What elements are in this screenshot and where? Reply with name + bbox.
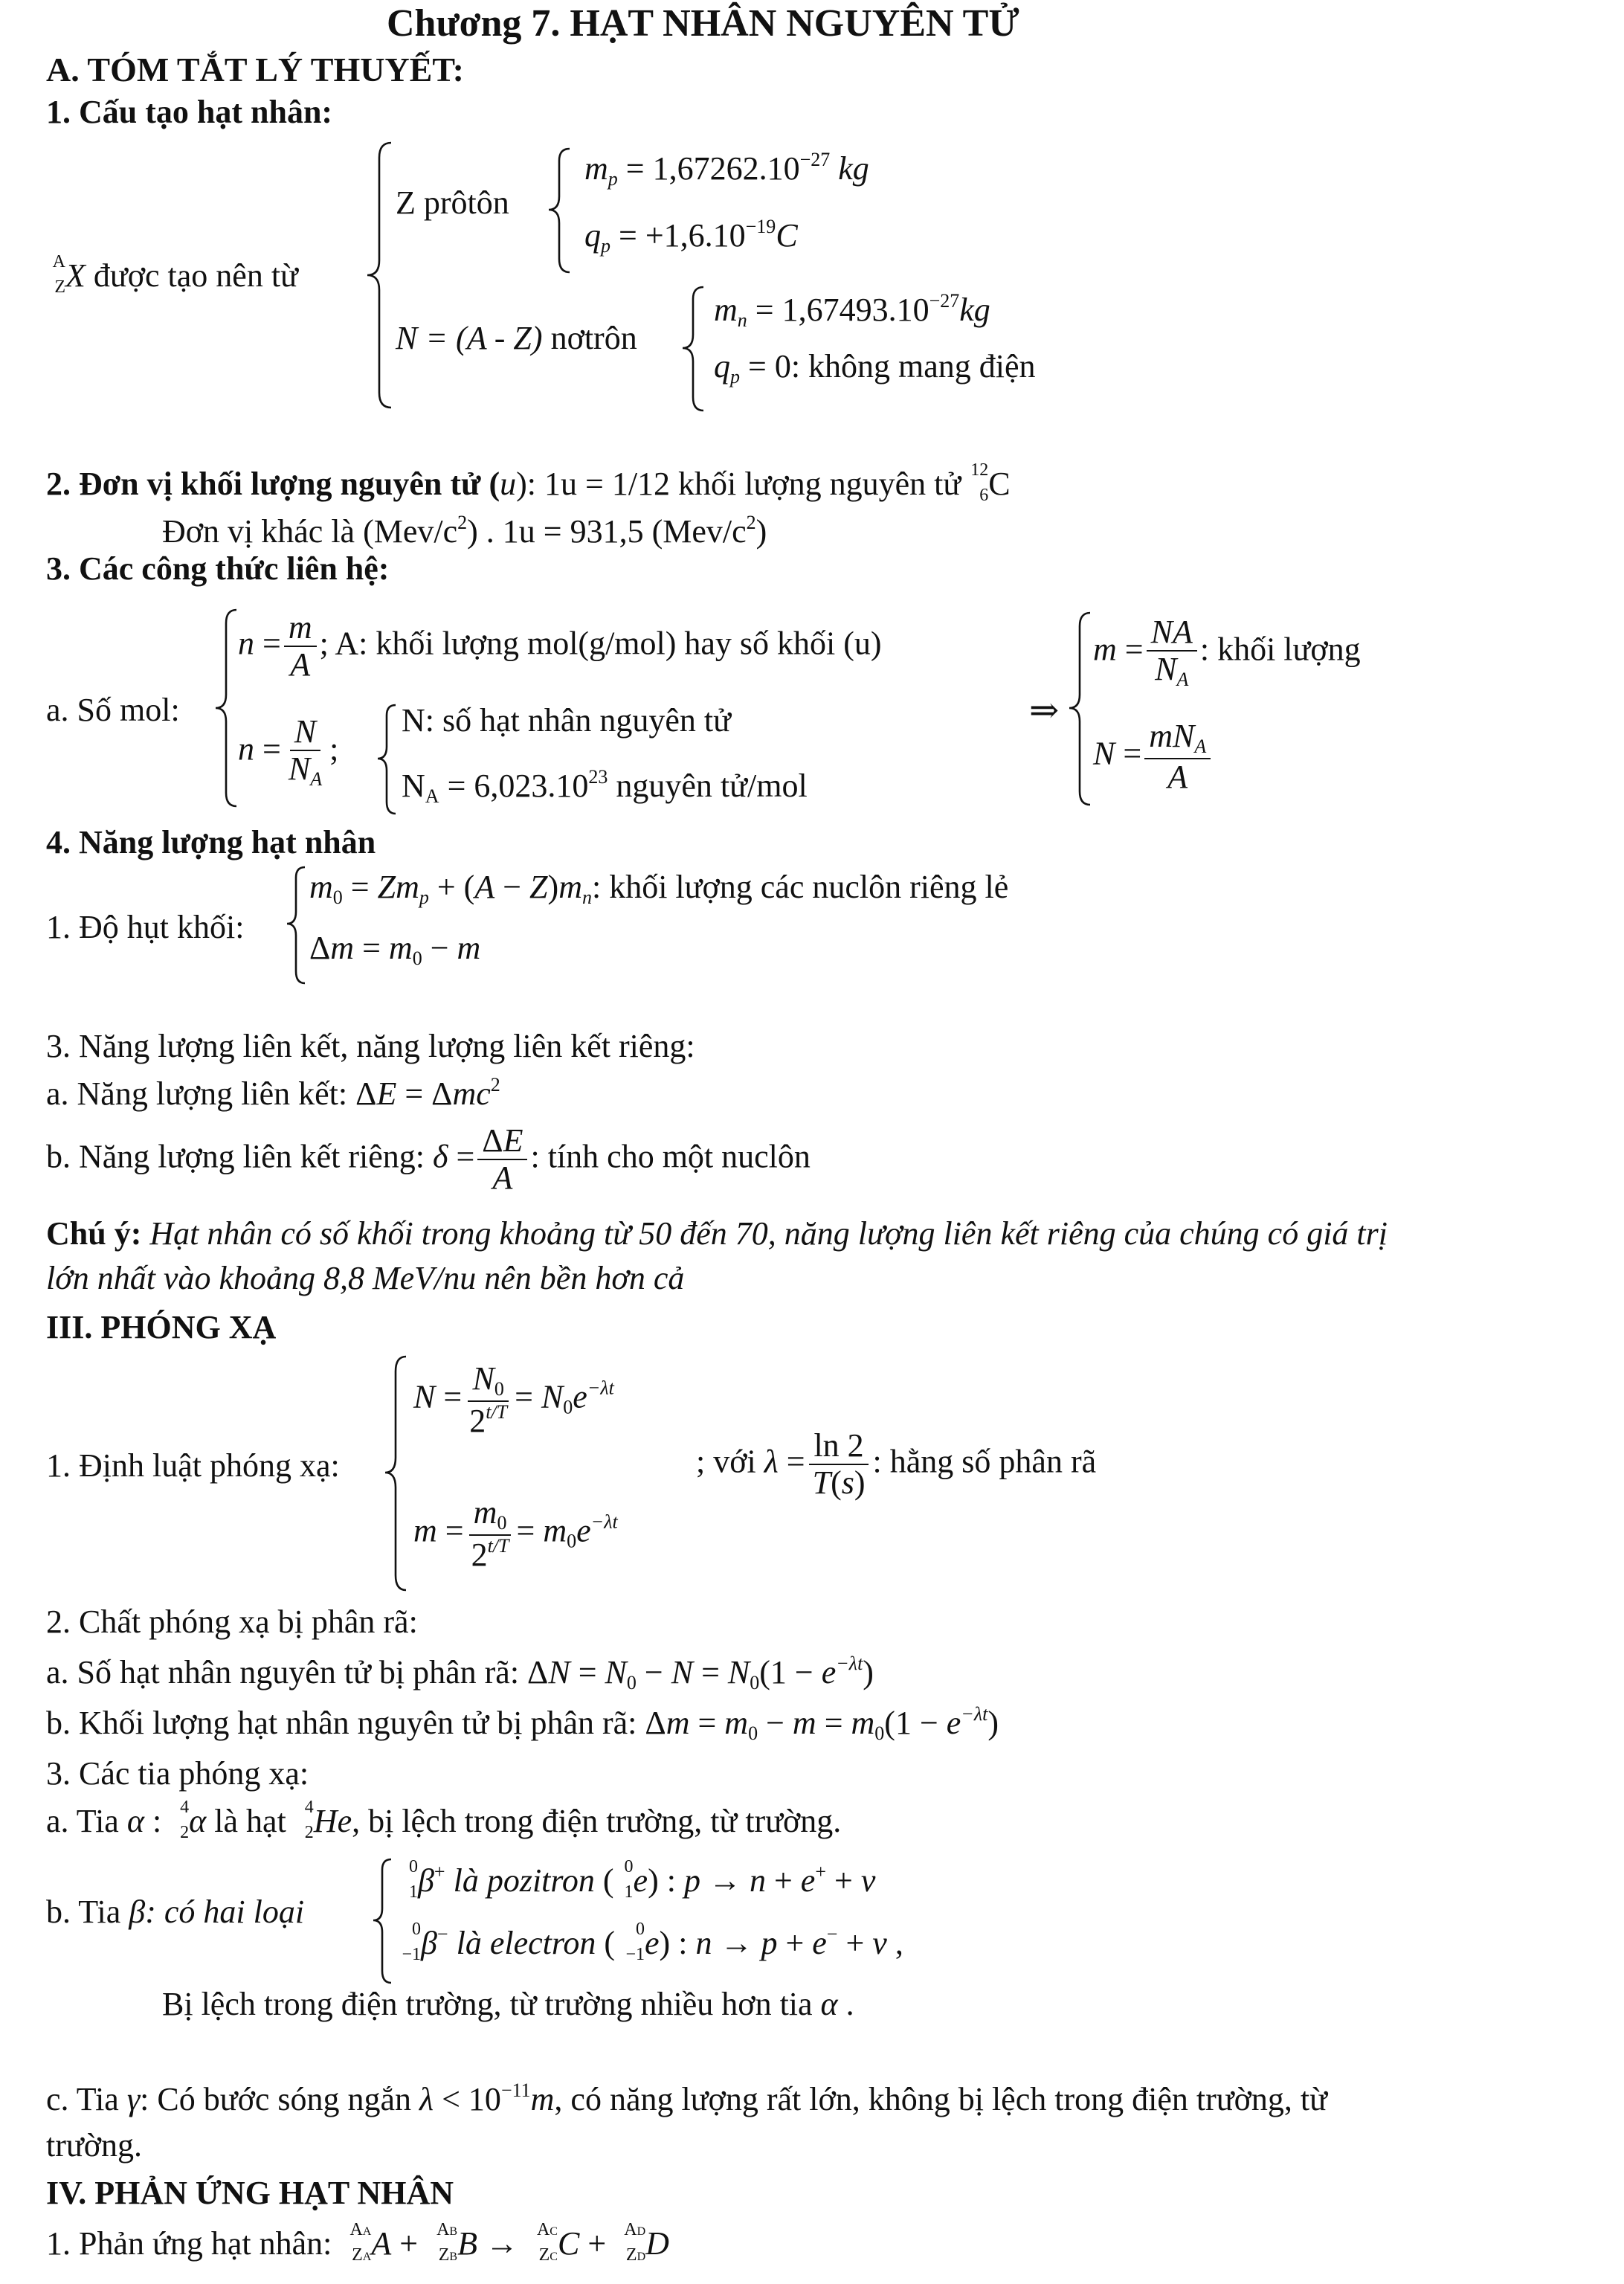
binding-energy: a. Năng lượng liên kết: ΔE = Δmc$^2$ [46,1074,500,1112]
amu-line2-a: Đơn vị khác là (Mev/c [162,513,458,550]
amu-heading-bold: 2. Đơn vị khối lượng nguyên tử ( [46,466,500,502]
decay-law-n: N = $\frac{N_0}{2^{t/T}}$ = $N_0e^{-\lambda t}$ [413,1360,614,1439]
rays-heading: 3. Các tia phóng xạ: [46,1755,309,1792]
implies-arrow: ⇒ [1029,691,1060,730]
c12-symbol: C [988,466,1011,502]
specific-binding-energy: b. Năng lượng liên kết riêng: δ = $\frac{\Delta E}{A}$ : tính cho một nuclôn [46,1122,811,1197]
result-brace [1068,611,1093,806]
nucleon-mass-sum: $m_0 = Zm_p + (A - Z)m_n$: khối lượng các nuclôn riêng lẻ [309,869,1009,908]
c12-atomic-number: 6 [979,486,989,506]
avogadro-value: = 6,023.10 [447,768,589,804]
structure-heading: 1. Cấu tạo hạt nhân: [46,94,333,130]
n-from-mass: N = $\frac{mN_A}{A}$ [1093,718,1214,795]
reaction-heading: IV. PHẢN ỨNG HẠT NHÂN [46,2175,454,2211]
energy-heading: 4. Năng lượng hạt nhân [46,824,376,860]
mol-brace [214,608,239,808]
beta-plus-text: là pozitron [453,1862,595,1899]
neutron-mass: $m_n = 1,67493.10^{-27}kg$ [714,290,990,331]
mass-from-n: m = $\frac{NA}{N_A}$ : khối lượng [1093,614,1361,691]
avogadro-brace [376,704,399,815]
proton-charge: $q_p = +1,6.10^{-19}C$ [584,216,798,257]
decayed-nuclei-label: a. Số hạt nhân nguyên tử bị phân rã: [46,1654,520,1691]
note-line-1 [46,1215,1388,1253]
amu-u-symbol: u [500,466,517,502]
amu-other-unit: Đơn vị khác là $(Mev/c^2)$ . 1u = 931,5 $(Mev/c^2)$ [162,512,767,550]
decay-constant-note: : hằng số phân rã [872,1443,1097,1480]
decay-law-label: 1. Định luật phóng xạ: [46,1447,340,1484]
proton-mass-unit: kg [838,150,869,187]
reaction-equation: 1. Phản ứng hạt nhân: AA ZA A + AB ZB B → AC ZC C + AD ZD D [46,2220,669,2265]
decayed-heading: 2. Chất phóng xạ bị phân rã: [46,1603,418,1640]
note-text-1: Hạt nhân có số khối trong khoảng từ 50 đến 70, năng lượng liên kết riêng của chúng có giá trị [141,1215,1388,1252]
beta-deflection-text: Bị lệch trong điện trường, từ trường nhiều hơn tia [162,1986,813,2022]
alpha-mid: là hạt [214,1803,286,1839]
gamma-wavelength-text: : Có bước sóng ngắn [140,2081,412,2117]
amu-line2-c: ) [755,513,767,550]
neutron-mass-value: = 1,67493.10 [755,292,929,328]
decay-law-brace [384,1355,409,1592]
structure-outer-brace [364,141,394,409]
amu-line2-b: ) . 1u = 931,5 (Mev/c [467,513,747,550]
alpha-end: , bị lệch trong điện trường, từ trường. [352,1803,842,1839]
binding-energy-label: a. Năng lượng liên kết: [46,1075,348,1112]
mol-row-1: n = $\frac{m}{A}$ ; A: khối lượng mol(g/mol) hay số khối (u) [238,609,882,683]
reaction-label: 1. Phản ứng hạt nhân: [46,2225,332,2262]
beta-minus: 0 −1 β− là electron ( 0 −1 e) : n → p + e− + ν , [402,1920,903,1965]
proton-label: Z prôtôn [396,184,509,221]
beta-plus: 0 1 β+ là pozitron ( 0 1 e) : p → n + e+ + ν [409,1857,876,1902]
neutron-charge-value: = 0 [748,348,791,385]
gamma-ray-line-2: trường. [46,2127,142,2164]
nucleon-mass-note: : khối lượng các nuclôn riêng lẻ [591,869,1009,905]
note-line-2: lớn nhất vào khoảng 8,8 MeV/nu nên bền hơn cả [46,1260,685,1296]
proton-charge-value: = +1,6.10 [619,217,746,254]
mol-row-1-text: ; A: khối lượng mol(g/mol) hay số khối (u) [319,625,882,662]
neutron-charge-note: : không mang điện [790,348,1036,385]
radioactivity-heading: III. PHÓNG XẠ [46,1309,277,1345]
relations-heading: 3. Các công thức liên hệ: [46,550,390,587]
alpha-label: a. Tia [46,1803,119,1839]
mass-defect-label: 1. Độ hụt khối: [46,909,245,945]
neutron-charge: $q_p = 0$: không mang điện [714,348,1036,387]
gamma-label: c. Tia [46,2081,119,2117]
specific-binding-label: b. Năng lượng liên kết riêng: [46,1138,425,1175]
proton-mass: $m_p = 1,67262.10^{-27}$ kg [584,149,869,190]
structure-lead-text: được tạo nên từ [93,257,298,294]
neutron-brace [681,286,706,412]
gamma-properties: , có năng lượng rất lớn, không bị lệch trong điện trường, từ [554,2081,1327,2117]
avogadro-exp: 23 [588,766,608,788]
beta-deflection: Bị lệch trong điện trường, từ trường nhiều hơn tia α . [162,1986,854,2022]
beta-kinds: : có hai loại [145,1894,305,1930]
avogadro-n-def: N: số hạt nhân nguyên tử [402,702,732,739]
beta-brace [372,1858,394,1984]
amu-heading-rest: ): 1u = 1/12 khối lượng nguyên tử [516,466,961,502]
decayed-mass: b. Khối lượng hạt nhân nguyên tử bị phân rã: $\Delta m = m_0 - m = m_0(1 - e^{-\lambda t})$ [46,1703,999,1744]
mol-row-2: n = $\frac{N}{N_A}$ ; [238,713,339,791]
alpha-ray: a. Tia α : 4 2 α là hạt 4 2 He, bị lệch trong điện trường, từ trường. [46,1798,842,1843]
gamma-ray-line-1: c. Tia γ: Có bước sóng ngắn $\lambda < 10^{-11}m$, có năng lượng rất lớn, không bị lệch trong điện trường, từ [46,2079,1327,2117]
proton-charge-exp: −19 [745,216,776,237]
beta-ray: b. Tia β: có hai loại [46,1894,305,1930]
neutron-formula: N = (A - Z) [396,320,543,356]
mass-defect-brace [286,866,308,985]
avogadro-constant: $N_A = 6,023.10^{23}$ nguyên tử/mol [402,766,808,807]
beta-minus-text: là electron [456,1925,596,1961]
decay-with: ; với [696,1443,756,1480]
mass-defect-formula: $\Delta m = m_0 - m$ [309,930,481,969]
nucleus-notation: A Z X được tạo nên từ [52,252,298,297]
amu-heading [46,460,1011,506]
decayed-mass-label: b. Khối lượng hạt nhân nguyên tử bị phân rã: [46,1705,637,1741]
proton-charge-unit: C [776,217,798,254]
neutron-word: nơtrôn [550,320,637,356]
avogadro-unit: nguyên tử/mol [616,768,808,804]
section-a-heading: A. TÓM TẮT LÝ THUYẾT: [46,51,464,89]
c12-mass-number: 12 [970,460,989,480]
binding-heading: 3. Năng lượng liên kết, năng lượng liên kết riêng: [46,1028,695,1064]
decayed-nuclei: a. Số hạt nhân nguyên tử bị phân rã: $\Delta N = N_0 - N = N_0(1 - e^{-\lambda t})$ [46,1653,874,1693]
proton-mass-exp: −27 [799,149,831,170]
neutron-mass-exp: −27 [929,290,960,312]
decay-constant: ; với λ = $\frac{\ln 2}{T(s)}$ : hằng số phân rã [696,1427,1097,1502]
beta-label: b. Tia [46,1894,121,1930]
proton-brace [547,147,573,274]
specific-binding-note: : tính cho một nuclôn [530,1138,811,1175]
avogadro-symbol: N [402,768,425,804]
neutron-label [396,320,637,358]
note-label: Chú ý: [46,1215,142,1252]
neutron-mass-unit: kg [959,292,990,328]
mol-label: a. Số mol: [46,692,180,728]
page-title: Chương 7. HẠT NHÂN NGUYÊN TỬ [387,2,1019,45]
decay-law-m: m = $\frac{m_0}{2^{t/T}}$ = $m_0e^{-\lambda t}$ [413,1494,618,1573]
mass-from-n-note: : khối lượng [1199,631,1361,668]
proton-mass-value: = 1,67262.10 [625,150,800,187]
